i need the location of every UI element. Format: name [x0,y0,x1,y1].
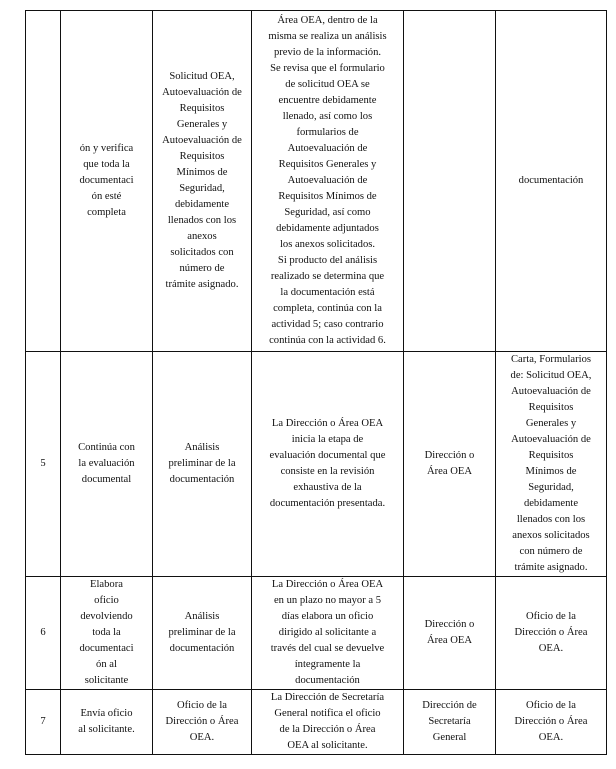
cell-text-line: Seguridad, [528,482,574,493]
cell-text-line: Oficio de la [525,611,576,622]
step-number-cell [26,11,61,352]
cell-text-line: través del cual se devuelve [270,643,385,654]
cell-text-line: devolviendo [80,611,133,622]
cell-text-line: debidamente [174,199,230,210]
cell-text-line: OEA. [189,732,215,743]
cell-text-line: documentaci [79,175,134,186]
cell-text-line: Autoevaluación de [287,175,368,186]
cell-text-line: documentación [169,474,235,485]
cell-text-line: Dirección o Área [514,627,588,638]
cell-text-line: OEA al solicitante. [287,740,368,751]
cell-text-line: completa [87,207,126,218]
cell-text-line: documentaci [79,643,134,654]
cell-text-line: Dirección o [424,619,475,630]
cell-text-line: Dirección o Área [514,716,588,727]
cell-text-line: General notifica el oficio [274,708,381,719]
task-cell [153,11,252,352]
cell-text-line: la documentación está [280,287,375,298]
cell-text-line: Requisitos [528,402,574,413]
cell-text-line: Autoevaluación de [287,143,368,154]
cell-text-line: Mínimos de [525,466,577,477]
output-cell [496,352,607,577]
cell-text-line: exhaustiva de la [293,482,362,493]
cell-text-line: Área OEA [426,466,472,477]
cell-text-line: Requisitos [528,450,574,461]
cell-text-line: misma se realiza un análisis [268,31,387,42]
cell-text-line: de: Solicitud OEA, [510,370,592,381]
cell-text-line: Oficio de la [525,700,576,711]
cell-text-line: Dirección o [424,450,475,461]
cell-text-line: Requisitos [179,151,225,162]
cell-text-line: La Dirección o Área OEA [271,418,384,429]
cell-text-line: solicitados con [170,247,234,258]
cell-text-line: llenados con los [516,514,586,525]
cell-text-line: previo de la información. [273,47,382,58]
cell-text-line: Análisis [184,611,220,622]
activity-cell [61,577,153,690]
cell-text-line: dirigido al solicitante a [278,627,377,638]
step-number-cell: 6 [26,577,61,690]
cell-text-line: Autoevaluación de [511,434,591,445]
cell-text-line: ón y verifica [79,143,134,154]
cell-text-line: número de [179,263,225,274]
cell-text-line: la evaluación [78,458,135,469]
cell-text-line: de solicitud OEA se [285,79,370,90]
step-number-cell: 7 [26,690,61,755]
cell-text-line: OEA. [538,732,564,743]
cell-text-line: Carta, Formularios [510,354,592,365]
cell-text-line: Requisitos Mínimos de [278,191,377,202]
task-cell [153,577,252,690]
output-cell [496,690,607,755]
cell-text-line: OEA. [538,643,564,654]
responsible-cell [404,11,496,352]
cell-text-line: Secretaría [428,716,471,727]
cell-text-line: debidamente adjuntados [276,223,379,234]
cell-text-line: Envía oficio [80,708,133,719]
table-row [26,690,607,755]
responsible-cell [404,577,496,690]
cell-text-line: Área OEA [426,635,472,646]
activity-cell [61,352,153,577]
cell-text-line: actividad 5; caso contrario [271,319,384,330]
cell-text-line: documentación [518,175,584,186]
cell-text-line: de la Dirección o Área [279,724,376,735]
description-cell [252,577,404,690]
task-cell [153,352,252,577]
procedure-table [25,10,607,755]
cell-text-line: llenado, así como los [282,111,373,122]
cell-text-line: Requisitos [179,103,225,114]
cell-text-line: debidamente [523,498,579,509]
cell-text-line: Se revisa que el formulario [270,63,385,74]
cell-text-line: Dirección de [422,700,477,711]
table-row [26,352,607,577]
cell-text-line: toda la [92,627,121,638]
cell-text-line: La Dirección de Secretaría [270,692,385,703]
cell-text-line: Elabora [90,579,123,590]
cell-text-line: Autoevaluación de [511,386,591,397]
responsible-cell [404,352,496,577]
cell-text-line: días elabora un oficio [281,611,374,622]
cell-text-line: los anexos solicitados. [279,239,376,250]
step-number-cell: 5 [26,352,61,577]
cell-text-line: Solicitud OEA, [169,71,235,82]
description-cell [252,352,404,577]
cell-text-line: documentación [169,643,235,654]
cell-text-line: íntegramente la [294,659,361,670]
cell-text-line: Autoevaluación de [162,135,242,146]
cell-text-line: en un plazo no mayor a 5 [273,595,382,606]
cell-text-line: documentación [295,675,360,686]
cell-text-line: ón al [96,659,117,670]
cell-text-line: solicitante [84,675,129,686]
cell-text-line: ón esté [91,191,122,202]
cell-text-line: llenados con los [167,215,237,226]
cell-text-line: General [432,732,467,743]
cell-text-line: documentación presentada. [269,498,386,509]
cell-text-line: Autoevaluación de [162,87,242,98]
cell-text-line: formularios de [296,127,359,138]
cell-text-line: Seguridad, así como [284,207,371,218]
cell-text-line: documental [81,474,132,485]
cell-text-line: preliminar de la [168,627,236,638]
cell-text-line: Análisis [184,442,220,453]
cell-text-line: Requisitos Generales y [278,159,377,170]
cell-text-line: que toda la [83,159,130,170]
output-cell [496,577,607,690]
cell-text-line: completa, continúa con la [273,303,382,314]
cell-text-line: Generales y [176,119,228,130]
cell-text-line: Oficio de la [176,700,227,711]
cell-text-line: al solicitante. [78,724,135,735]
cell-text-line: continúa con la actividad 6. [269,335,386,346]
table-row [26,11,607,352]
cell-text-line: Mínimos de [176,167,228,178]
cell-text-line: encuentre debidamente [278,95,377,106]
activity-cell [61,690,153,755]
table-row [26,577,607,690]
output-cell [496,11,607,352]
cell-text-line: consiste en la revisión [280,466,375,477]
responsible-cell [404,690,496,755]
cell-text-line: con número de [519,546,583,557]
cell-text-line: Si producto del análisis [277,255,378,266]
cell-text-line: Continúa con [78,442,135,453]
description-cell [252,690,404,755]
cell-text-line: preliminar de la [168,458,236,469]
cell-text-line: Seguridad, [179,183,225,194]
task-cell [153,690,252,755]
cell-text-line: Generales y [525,418,577,429]
cell-text-line: trámite asignado. [514,562,588,573]
cell-text-line: anexos [187,231,217,242]
cell-text-line: Área OEA, dentro de la [277,15,378,26]
cell-text-line: trámite asignado. [165,279,239,290]
description-cell [252,11,404,352]
cell-text-line: La Dirección o Área OEA [271,579,384,590]
cell-text-line: realizado se determina que [270,271,385,282]
cell-text-line: Dirección o Área [165,716,239,727]
cell-text-line: oficio [94,595,119,606]
activity-cell [61,11,153,352]
cell-text-line: evaluación documental que [269,450,386,461]
cell-text-line: inicia la etapa de [291,434,364,445]
cell-text-line: anexos solicitados [512,530,590,541]
